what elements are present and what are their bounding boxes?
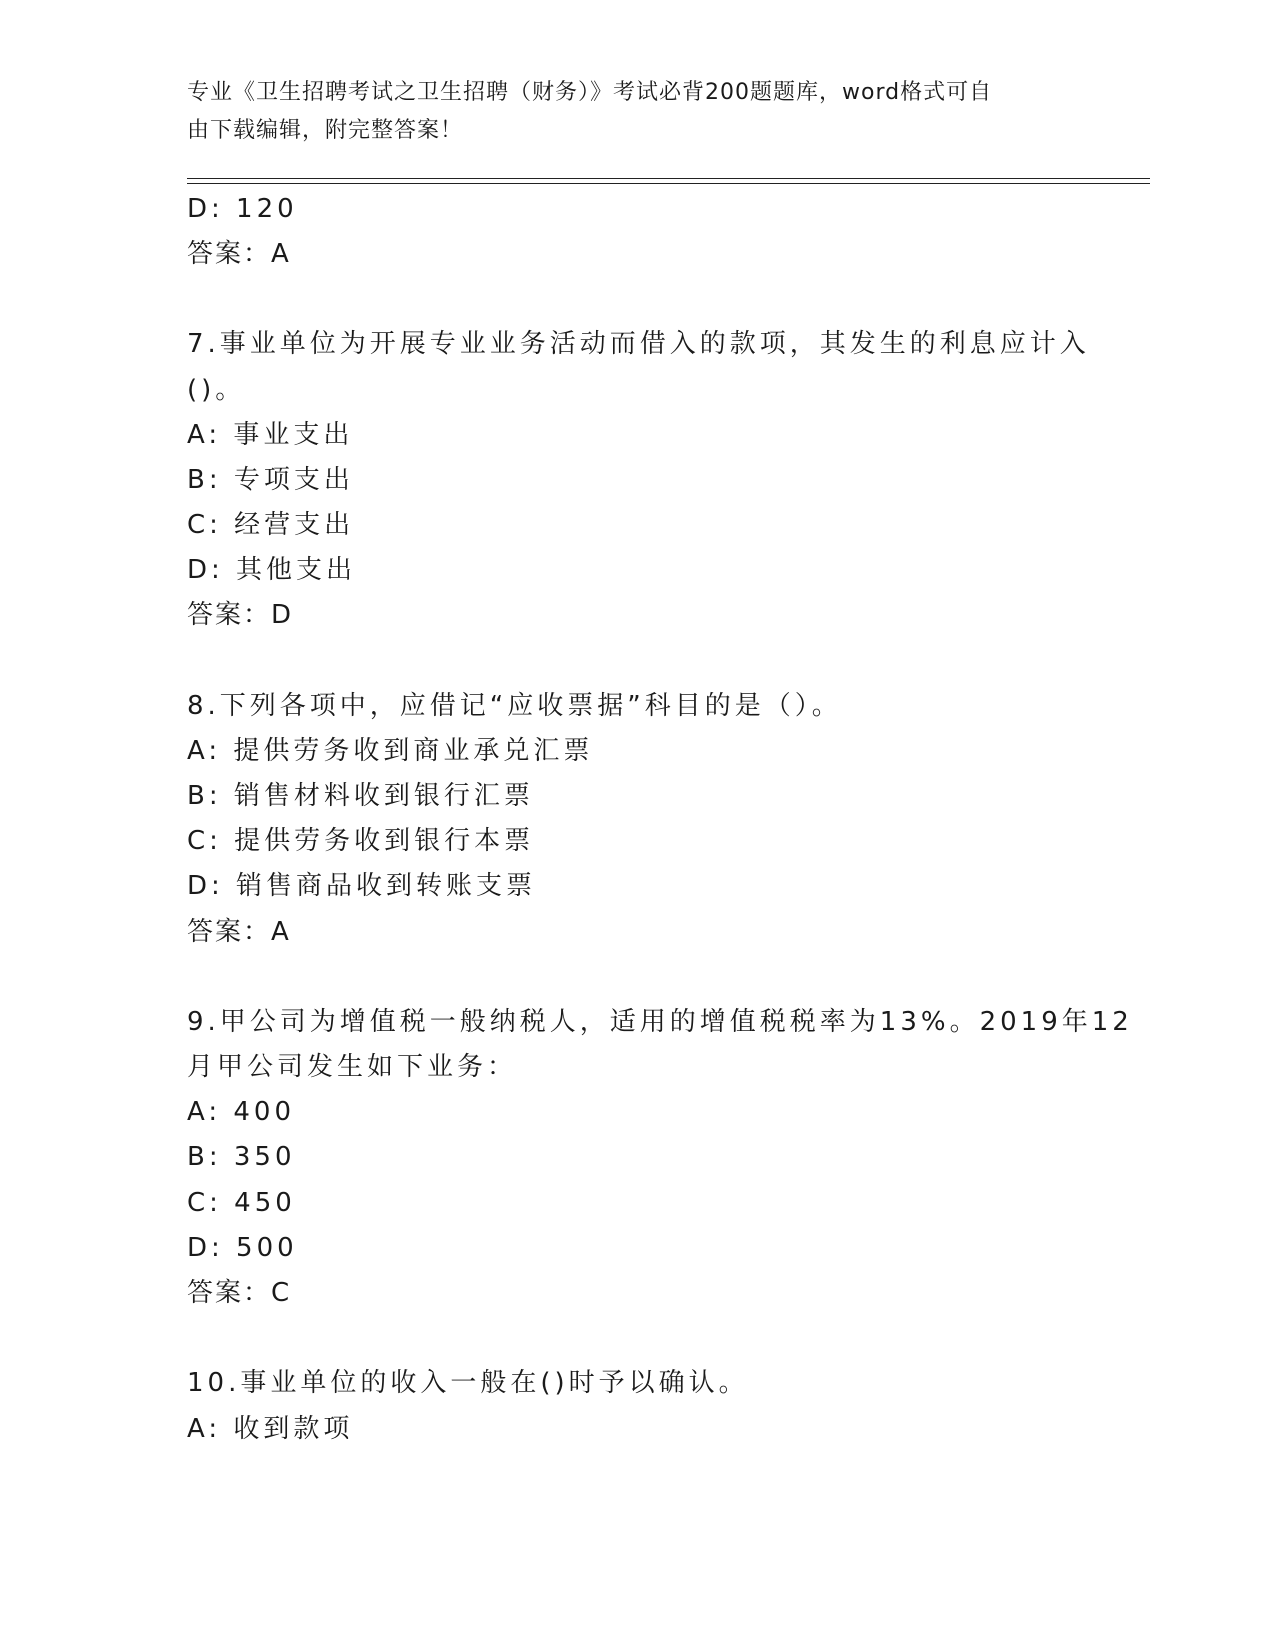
q7-stem-line-1: 7.事业单位为开展专业业务活动而借入的款项，其发生的利息应计入 [187,329,1090,359]
q7-stem-line-2: ()。 [187,375,246,405]
q7-option-b: B: 专项支出 [187,465,354,495]
q8-stem-line-1: 8.下列各项中，应借记“应收票据”科目的是（）。 [187,691,842,721]
q7-option-a: A: 事业支出 [187,420,354,450]
header-divider-top [187,178,1150,179]
q9-option-d: D: 500 [187,1233,298,1263]
q8-option-c: C: 提供劳务收到银行本票 [187,826,535,856]
q7-answer: 答案：D [187,600,294,630]
q6-option-d: D: 120 [187,194,298,224]
q10-stem-line-1: 10.事业单位的收入一般在()时予以确认。 [187,1368,749,1398]
q9-stem-line-2: 月甲公司发生如下业务： [187,1052,518,1082]
header-title-line-1: 专业《卫生招聘考试之卫生招聘（财务）》考试必背200题题库，word格式可自 [187,80,993,105]
q8-option-a: A: 提供劳务收到商业承兑汇票 [187,736,594,766]
q8-option-d: D: 销售商品收到转账支票 [187,871,537,901]
header-title-line-2: 由下载编辑，附完整答案！ [187,118,464,143]
header-divider-bottom [187,183,1150,184]
q8-answer: 答案：A [187,917,291,947]
q9-answer: 答案：C [187,1278,292,1308]
q10-option-a: A: 收到款项 [187,1414,354,1444]
q9-stem-line-1: 9.甲公司为增值税一般纳税人，适用的增值税税率为13%。2019年12 [187,1007,1133,1037]
q7-option-c: C: 经营支出 [187,510,355,540]
document-header [187,74,1087,150]
q7-option-d: D: 其他支出 [187,555,357,585]
q9-option-a: A: 400 [187,1097,295,1127]
q6-answer: 答案：A [187,239,291,269]
q9-option-b: B: 350 [187,1142,296,1172]
q9-option-c: C: 450 [187,1188,296,1218]
q8-option-b: B: 销售材料收到银行汇票 [187,781,534,811]
